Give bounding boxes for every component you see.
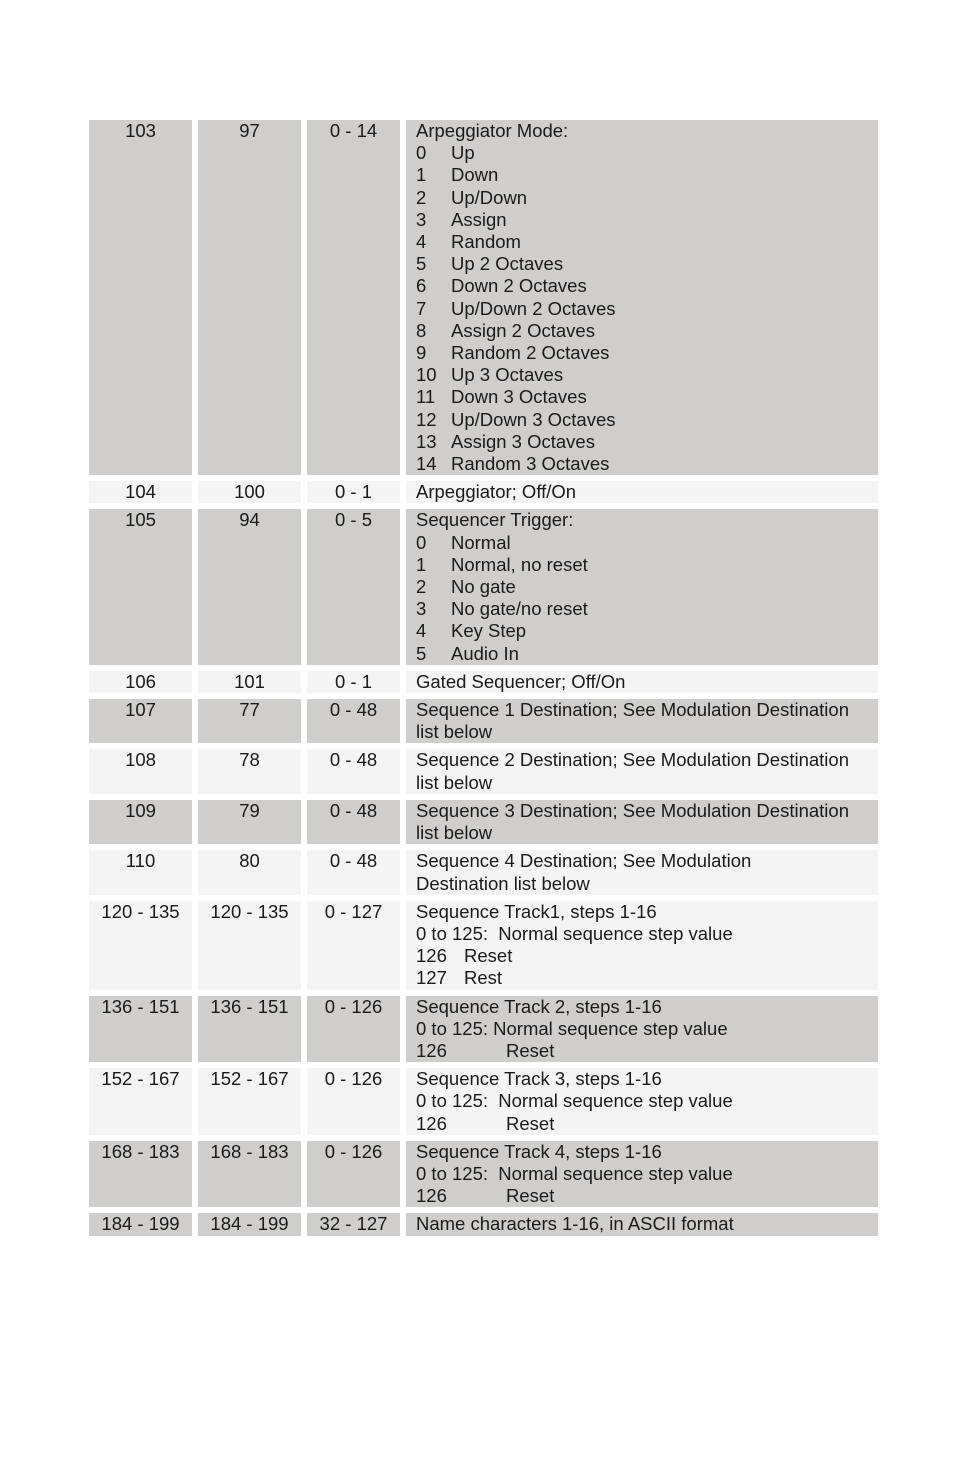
nrpn-cell: 104 bbox=[89, 481, 192, 503]
nrpn-cell: 152 - 167 bbox=[89, 1068, 192, 1135]
cc-cell: 168 - 183 bbox=[198, 1141, 301, 1208]
item-label: No gate bbox=[451, 576, 516, 598]
item-value: 5 bbox=[416, 642, 427, 664]
table-row bbox=[89, 901, 878, 990]
range-cell: 0 - 48 bbox=[307, 699, 400, 743]
item-value: 1 bbox=[416, 164, 427, 186]
description-title: Sequencer Trigger: bbox=[416, 509, 574, 531]
item-value: 4 bbox=[416, 620, 427, 642]
list-item bbox=[416, 1040, 870, 1062]
description-cell bbox=[406, 1068, 878, 1135]
item-value: 13 bbox=[416, 430, 437, 452]
description-title: Sequence 3 Destination; See Modulation Destination list below bbox=[416, 799, 849, 844]
item-label: Up 3 Octaves bbox=[451, 364, 564, 386]
item-value: 2 bbox=[416, 186, 427, 208]
item-value: 10 bbox=[416, 364, 437, 386]
cc-cell: 120 - 135 bbox=[198, 901, 301, 990]
list-item bbox=[416, 386, 870, 408]
nrpn-cell: 105 bbox=[89, 509, 192, 664]
description-title: Sequence 4 Destination; See Modulation Destination list below bbox=[416, 850, 752, 894]
nrpn-cell: 106 bbox=[89, 671, 192, 693]
list-item bbox=[416, 967, 870, 989]
item-value: 12 bbox=[416, 408, 437, 430]
table-row bbox=[89, 996, 878, 1063]
range-cell: 0 - 126 bbox=[307, 1141, 400, 1208]
item-label: Up/Down 2 Octaves bbox=[451, 297, 616, 319]
nrpn-cell: 108 bbox=[89, 749, 192, 793]
item-label: Reset bbox=[506, 1185, 555, 1207]
cc-cell: 79 bbox=[198, 800, 301, 844]
description-cell bbox=[406, 749, 878, 793]
item-value: 2 bbox=[416, 576, 427, 598]
nrpn-cell: 103 bbox=[89, 120, 192, 475]
range-cell: 0 - 126 bbox=[307, 996, 400, 1063]
cc-cell: 136 - 151 bbox=[198, 996, 301, 1063]
item-label: Reset bbox=[506, 1112, 555, 1134]
item-value: 3 bbox=[416, 208, 427, 230]
item-value: 1 bbox=[416, 553, 427, 575]
list-item bbox=[416, 364, 870, 386]
item-label: No gate/no reset bbox=[451, 598, 588, 620]
table-row bbox=[89, 850, 878, 894]
item-label: Normal, no reset bbox=[451, 553, 588, 575]
range-cell: 0 - 127 bbox=[307, 901, 400, 990]
description-cell bbox=[406, 901, 878, 990]
item-label: Reset bbox=[506, 1039, 555, 1061]
table-row bbox=[89, 1213, 878, 1235]
nrpn-cell: 136 - 151 bbox=[89, 996, 192, 1063]
item-value: 7 bbox=[416, 297, 427, 319]
table-row bbox=[89, 1068, 878, 1135]
description-extra: 0 to 125: Normal sequence step value bbox=[416, 1017, 728, 1039]
description-title: Sequence 2 Destination; See Modulation Destination list below bbox=[416, 749, 849, 793]
item-label: Assign 2 Octaves bbox=[451, 319, 595, 341]
range-cell: 0 - 5 bbox=[307, 509, 400, 664]
range-cell: 0 - 48 bbox=[307, 850, 400, 894]
list-item bbox=[416, 576, 870, 598]
table-row bbox=[89, 120, 878, 475]
list-item bbox=[416, 453, 870, 475]
list-item bbox=[416, 532, 870, 554]
description-title: Sequence 1 Destination; See Modulation Destination list below bbox=[416, 699, 849, 743]
item-label: Up 2 Octaves bbox=[451, 253, 564, 275]
description-title: Name characters 1-16, in ASCII format bbox=[416, 1213, 734, 1235]
list-item bbox=[416, 409, 870, 431]
range-cell: 0 - 126 bbox=[307, 1068, 400, 1135]
item-value: 0 bbox=[416, 142, 427, 164]
list-item bbox=[416, 945, 870, 967]
item-value: 11 bbox=[416, 386, 436, 408]
range-cell: 0 - 1 bbox=[307, 671, 400, 693]
item-value: 126 bbox=[416, 945, 447, 967]
description-extra: 0 to 125: Normal sequence step value bbox=[416, 922, 733, 944]
item-label: Reset bbox=[464, 945, 513, 967]
range-cell: 0 - 1 bbox=[307, 481, 400, 503]
description-cell bbox=[406, 996, 878, 1063]
table-row bbox=[89, 699, 878, 743]
item-value: 14 bbox=[416, 453, 437, 475]
description-cell bbox=[406, 850, 878, 894]
cc-cell: 94 bbox=[198, 509, 301, 664]
description-extra: 0 to 125: Normal sequence step value bbox=[416, 1162, 733, 1184]
cc-cell: 152 - 167 bbox=[198, 1068, 301, 1135]
description-extra: 0 to 125: Normal sequence step value bbox=[416, 1090, 733, 1112]
range-cell: 0 - 48 bbox=[307, 800, 400, 844]
item-label: Assign bbox=[451, 208, 507, 230]
item-label: Assign 3 Octaves bbox=[451, 430, 595, 452]
item-value: 127 bbox=[416, 967, 447, 989]
item-value: 126 bbox=[416, 1112, 447, 1134]
item-label: Normal bbox=[451, 531, 511, 553]
list-item bbox=[416, 209, 870, 231]
description-title: Sequence Track 2, steps 1-16 bbox=[416, 995, 662, 1017]
item-value: 3 bbox=[416, 598, 427, 620]
list-item bbox=[416, 431, 870, 453]
range-cell: 0 - 48 bbox=[307, 749, 400, 793]
list-item bbox=[416, 187, 870, 209]
cc-cell: 184 - 199 bbox=[198, 1213, 301, 1235]
item-label: Up bbox=[451, 142, 475, 164]
item-label: Key Step bbox=[451, 620, 527, 642]
range-cell: 0 - 14 bbox=[307, 120, 400, 475]
table-row bbox=[89, 749, 878, 793]
description-cell bbox=[406, 671, 878, 693]
description-title: Gated Sequencer; Off/On bbox=[416, 670, 626, 692]
list-item bbox=[416, 1113, 870, 1135]
description-cell bbox=[406, 1213, 878, 1235]
table-row bbox=[89, 800, 878, 844]
range-cell: 32 - 127 bbox=[307, 1213, 400, 1235]
cc-cell: 97 bbox=[198, 120, 301, 475]
description-title: Sequence Track 4, steps 1-16 bbox=[416, 1140, 662, 1162]
list-item bbox=[416, 342, 870, 364]
description-title: Sequence Track 3, steps 1-16 bbox=[416, 1068, 662, 1090]
cc-cell: 80 bbox=[198, 850, 301, 894]
item-value: 6 bbox=[416, 275, 427, 297]
cc-cell: 101 bbox=[198, 671, 301, 693]
parameter-table bbox=[89, 120, 878, 1242]
description-cell bbox=[406, 699, 878, 743]
table-row bbox=[89, 481, 878, 503]
item-value: 0 bbox=[416, 531, 427, 553]
item-label: Down bbox=[451, 164, 499, 186]
nrpn-cell: 109 bbox=[89, 800, 192, 844]
list-item bbox=[416, 643, 870, 665]
list-item bbox=[416, 142, 870, 164]
item-value: 8 bbox=[416, 319, 427, 341]
list-item bbox=[416, 231, 870, 253]
description-cell bbox=[406, 800, 878, 844]
list-item bbox=[416, 1185, 870, 1207]
list-item bbox=[416, 620, 870, 642]
description-cell bbox=[406, 1141, 878, 1208]
item-label: Down 3 Octaves bbox=[451, 386, 587, 408]
item-label: Up/Down bbox=[451, 186, 528, 208]
item-value: 126 bbox=[416, 1185, 447, 1207]
item-label: Audio In bbox=[451, 642, 519, 664]
cc-cell: 77 bbox=[198, 699, 301, 743]
description-title: Arpeggiator; Off/On bbox=[416, 481, 577, 503]
list-item bbox=[416, 275, 870, 297]
list-item bbox=[416, 320, 870, 342]
list-item bbox=[416, 554, 870, 576]
nrpn-cell: 110 bbox=[89, 850, 192, 894]
item-value: 9 bbox=[416, 342, 427, 364]
item-value: 5 bbox=[416, 253, 427, 275]
description-title: Sequence Track1, steps 1-16 bbox=[416, 900, 657, 922]
item-value: 126 bbox=[416, 1039, 447, 1061]
item-value: 4 bbox=[416, 231, 427, 253]
table-row bbox=[89, 1141, 878, 1208]
item-label: Down 2 Octaves bbox=[451, 275, 587, 297]
cc-cell: 100 bbox=[198, 481, 301, 503]
item-label: Rest bbox=[464, 967, 503, 989]
nrpn-cell: 120 - 135 bbox=[89, 901, 192, 990]
nrpn-cell: 184 - 199 bbox=[89, 1213, 192, 1235]
table-row bbox=[89, 509, 878, 664]
nrpn-cell: 168 - 183 bbox=[89, 1141, 192, 1208]
cc-cell: 78 bbox=[198, 749, 301, 793]
table-row bbox=[89, 671, 878, 693]
item-label: Random 3 Octaves bbox=[451, 453, 610, 475]
item-label: Up/Down 3 Octaves bbox=[451, 408, 616, 430]
description-title: Arpeggiator Mode: bbox=[416, 120, 569, 141]
list-item bbox=[416, 298, 870, 320]
description-cell bbox=[406, 481, 878, 503]
description-cell bbox=[406, 120, 878, 475]
list-item bbox=[416, 253, 870, 275]
item-label: Random 2 Octaves bbox=[451, 342, 610, 364]
list-item bbox=[416, 598, 870, 620]
description-cell bbox=[406, 509, 878, 664]
list-item bbox=[416, 164, 870, 186]
item-label: Random bbox=[451, 231, 521, 253]
nrpn-cell: 107 bbox=[89, 699, 192, 743]
